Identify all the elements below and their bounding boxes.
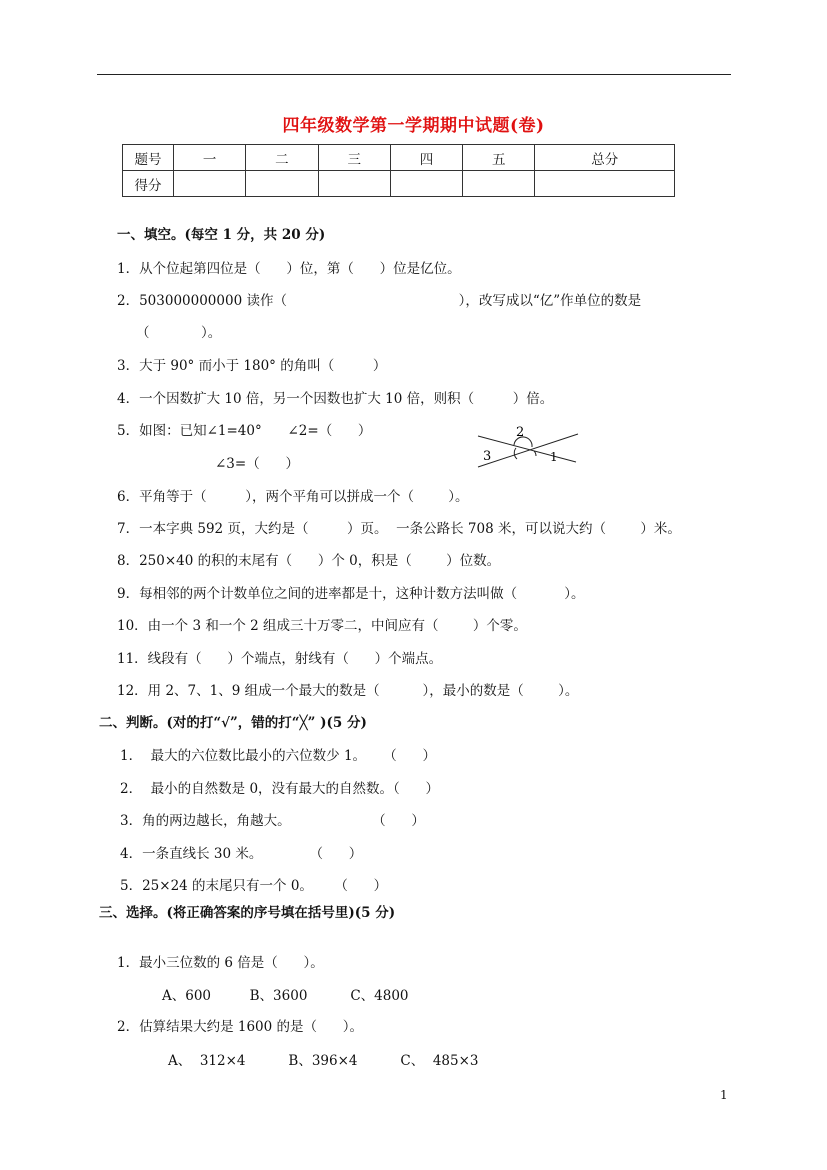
question-line: 11．线段有（ ）个端点，射线有（ ）个端点。 [117, 651, 443, 667]
score-header-cell: 三 [318, 145, 390, 171]
question-line: （ ）。 [136, 325, 222, 341]
question-line: 2． 最小的自然数是 0，没有最大的自然数。（ ） [120, 781, 440, 797]
score-header-cell: 四 [390, 145, 462, 171]
question-line: 1．最小三位数的 6 倍是（ ）。 [117, 955, 324, 971]
section1-heading: 一、填空。(每空 1 分，共 20 分) [117, 227, 326, 243]
question-line: 5．25×24 的末尾只有一个 0。 （ ） [120, 878, 388, 894]
score-row [123, 171, 675, 197]
intersecting-lines-figure [470, 420, 585, 470]
score-header-cell: 五 [463, 145, 535, 171]
question-line: 8．250×40 的积的末尾有（ ）个 0，积是（ ）位数。 [117, 553, 501, 569]
score-cell[interactable] [463, 171, 535, 197]
question-line: 7．一本字典 592 页，大约是（ ）页。 一条公路长 708 米，可以说大约（ ）米。 [117, 521, 681, 537]
score-header-cell: 总分 [535, 145, 675, 171]
score-cell[interactable] [390, 171, 462, 197]
page-title: 四年级数学第一学期期中试题(卷) [282, 116, 545, 136]
section3-heading: 三、选择。(将正确答案的序号填在括号里)(5 分) [99, 905, 396, 921]
question-line: 1．从个位起第四位是（ ）位，第（ ）位是亿位。 [117, 261, 461, 277]
question-line: 3．大于 90° 而小于 180° 的角叫（ ） [117, 358, 387, 374]
angle-label-2: 2 [516, 425, 525, 440]
question-line: 10．由一个 3 和一个 2 组成三十万零二，中间应有（ ）个零。 [117, 618, 527, 634]
score-cell[interactable] [318, 171, 390, 197]
question-line: 2．503000000000 读作（ ），改写成以“亿”作单位的数是 [117, 293, 642, 309]
score-header-cell: 一 [174, 145, 246, 171]
question-line: 12．用 2、7、1、9 组成一个最大的数是（ ），最小的数是（ ）。 [117, 683, 579, 699]
score-table [122, 144, 675, 197]
question-line: 3．角的两边越长，角越大。 （ ） [120, 813, 425, 829]
question-line: 9．每相邻的两个计数单位之间的进率都是十，这种计数方法叫做（ ）。 [117, 586, 585, 602]
option-line: A、 312×4 B、396×4 C、 485×3 [168, 1053, 479, 1069]
angle-label-1: 1 [550, 450, 558, 464]
question-line: 5．如图：已知∠1=40° ∠2=（ ） [117, 423, 372, 439]
question-line: ∠3=（ ） [215, 456, 299, 472]
page-number: 1 [720, 1088, 728, 1102]
score-cell[interactable] [174, 171, 246, 197]
section2-heading: 二、判断。(对的打“√”，错的打“╳” )(5 分) [99, 715, 367, 731]
score-header-row [123, 145, 675, 171]
question-line: 4．一个因数扩大 10 倍，另一个因数也扩大 10 倍，则积（ ）倍。 [117, 391, 554, 407]
score-header-cell: 题号 [123, 145, 174, 171]
header-rule [97, 74, 731, 75]
question-line: 2．估算结果大约是 1600 的是（ ）。 [117, 1019, 364, 1035]
score-cell[interactable] [535, 171, 675, 197]
option-line: A、600 B、3600 C、4800 [162, 988, 409, 1004]
question-line: 4．一条直线长 30 米。 （ ） [120, 846, 363, 862]
score-header-cell: 二 [246, 145, 318, 171]
question-line: 1． 最大的六位数比最小的六位数少 1。 （ ） [120, 748, 436, 764]
angle-label-3: 3 [483, 449, 492, 464]
score-row-label: 得分 [123, 171, 174, 197]
question-line: 6．平角等于（ ），两个平角可以拼成一个（ ）。 [117, 489, 469, 505]
angle3-arc [514, 448, 517, 459]
score-cell[interactable] [246, 171, 318, 197]
